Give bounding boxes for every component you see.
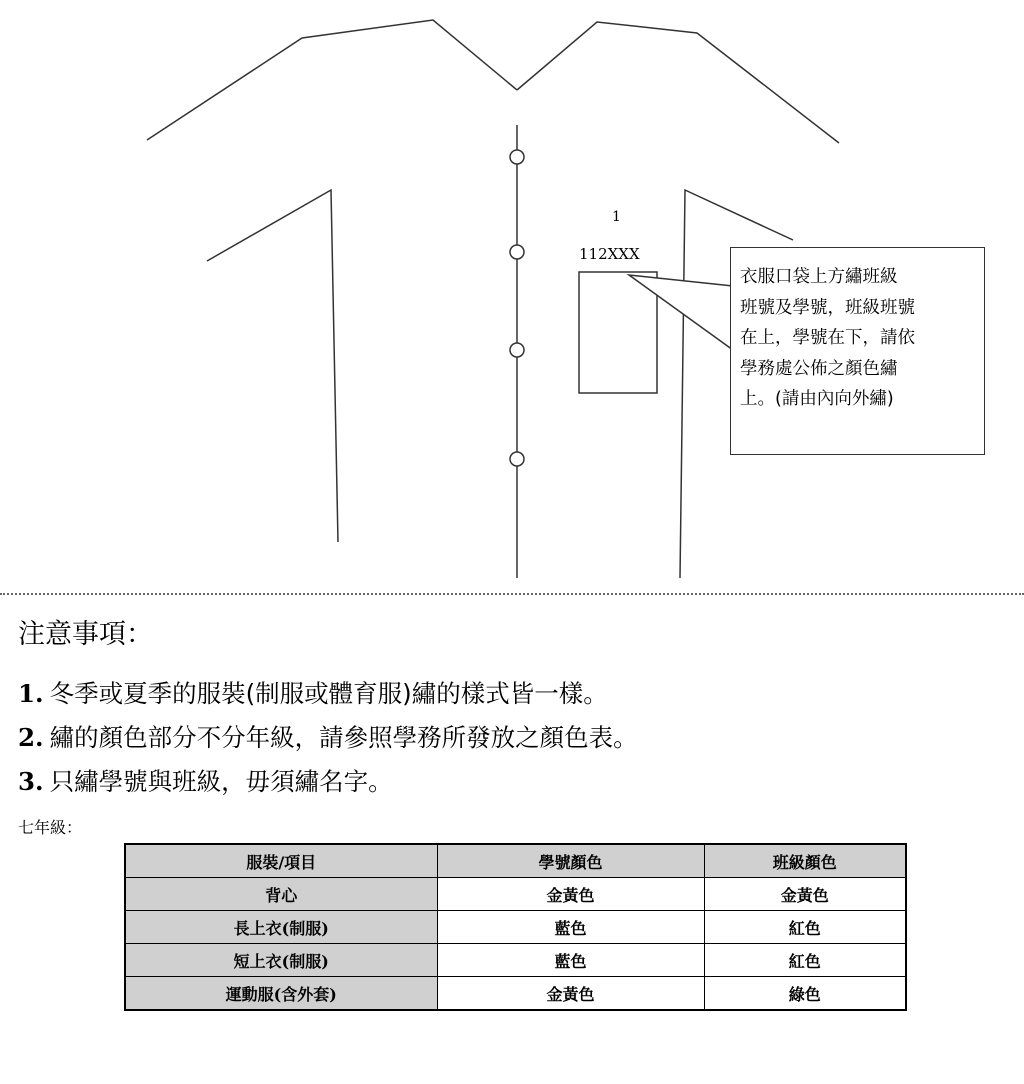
notes-list <box>18 672 638 804</box>
note-text: 冬季或夏季的服裝(制服或體育服)繡的樣式皆一樣。 <box>49 679 608 708</box>
shirt-left-shoulder <box>147 20 517 140</box>
table-cell: 藍色 <box>437 911 704 944</box>
note-number: 2. <box>18 723 44 752</box>
table-row <box>125 911 906 944</box>
callout-line: 班號及學號，班級班號 <box>740 297 915 318</box>
table-cell: 金黃色 <box>437 878 704 911</box>
note-text: 只繡學號與班級，毋須繡名字。 <box>49 767 393 796</box>
callout-line: 在上，學號在下，請依 <box>740 328 915 348</box>
table-cell: 短上衣(制服) <box>125 944 437 977</box>
table-cell: 綠色 <box>704 977 906 1011</box>
table-cell: 紅色 <box>704 944 906 977</box>
note-item <box>18 672 638 716</box>
callout-line: 衣服口袋上方繡班級 <box>740 267 898 287</box>
note-item <box>18 760 638 804</box>
note-number: 1. <box>18 679 44 708</box>
table-cell: 紅色 <box>704 911 906 944</box>
table-cell: 長上衣(制服) <box>125 911 437 944</box>
notes-title: 注意事項： <box>18 619 153 650</box>
table-cell: 金黃色 <box>704 878 906 911</box>
button-4 <box>510 452 524 466</box>
header-class-color: 班級顏色 <box>704 844 906 878</box>
table-row <box>125 977 906 1011</box>
table-cell: 背心 <box>125 878 437 911</box>
student-number-label: 112XXX <box>579 245 640 263</box>
table-cell: 藍色 <box>437 944 704 977</box>
button-1 <box>510 150 524 164</box>
embroidery-color-table <box>124 843 907 1011</box>
note-number: 3. <box>18 767 44 796</box>
dotted-divider <box>0 593 1024 595</box>
shirt-left-sleeve <box>207 190 338 542</box>
grade-label: 七年級： <box>18 818 83 837</box>
table-cell: 運動服(含外套) <box>125 977 437 1011</box>
header-student-number-color: 學號顏色 <box>437 844 704 878</box>
header-item: 服裝/項目 <box>125 844 437 878</box>
table-cell: 金黃色 <box>437 977 704 1011</box>
shirt-right-shoulder <box>517 22 839 143</box>
shirt-pocket <box>579 272 657 393</box>
table-row <box>125 878 906 911</box>
note-text: 繡的顏色部分不分年級，請參照學務所發放之顏色表。 <box>49 723 638 752</box>
note-item <box>18 716 638 760</box>
callout-line: 上。(請由內向外繡) <box>740 389 894 409</box>
table-row <box>125 944 906 977</box>
callout-line: 學務處公佈之顏色繡 <box>740 358 898 379</box>
class-number-label: 1 <box>612 209 621 225</box>
callout-box <box>730 247 985 455</box>
button-3 <box>510 343 524 357</box>
table-header-row <box>125 844 906 878</box>
button-2 <box>510 245 524 259</box>
